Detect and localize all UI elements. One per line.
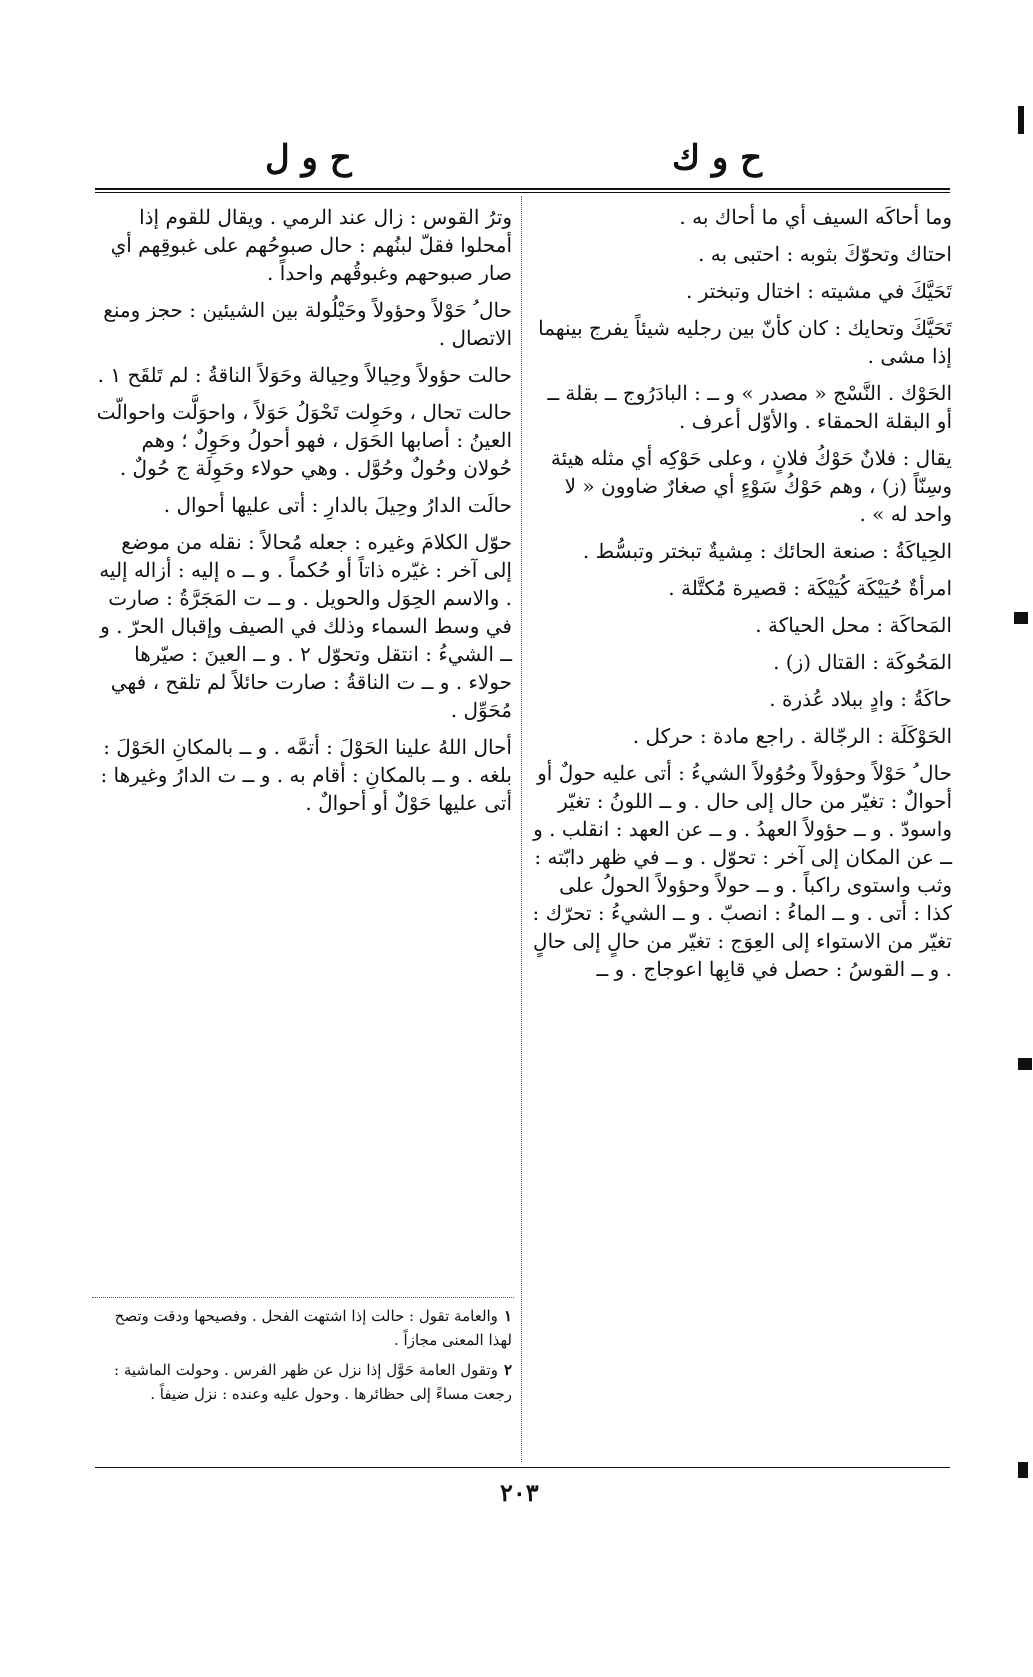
entry <box>92 296 512 352</box>
entry <box>528 648 952 676</box>
header-root-left: ح و ل <box>265 138 352 178</box>
header-root-right: ح و ك <box>672 138 763 178</box>
entry <box>92 528 512 724</box>
footnote-text: وتقول العامة حَوَّل إذا نزل عن ظهر الفرس . وحولت الماشية : رجعت مساءً إلى حظائرها . وحول عليه وعنده : نزل ضيفاً . <box>114 1361 512 1403</box>
left-column <box>92 203 512 826</box>
entry-text: حوّل الكلامَ وغيره : جعله مُحالاً : نقله من موضع إلى آخر : غيّره ذاتاً أو حُكماً . و ــ ه إليه : أزاله إليه . والاسم الحِوَل والحويل . و ــ ت المَجَرَّةُ : صارت في وسط السماء وذلك في الصيف وإقبال الحرّ . و ــ الشيءُ : انتقل وتحوّل ٢ . و ــ العينَ : صيّرها حولاء . و ــ ت الناقةُ : صارت حائلاً لم تلقح ، فهي مُحَوِّل . <box>99 530 512 722</box>
entry-text: الحَوْكَلَة : الرجّالة . راجع مادة : حركل . <box>632 724 952 748</box>
entry <box>92 398 512 482</box>
footer-rule <box>95 1467 950 1468</box>
entry-text: المَحاكَة : محل الحياكة . <box>755 613 952 637</box>
footnote <box>92 1304 512 1352</box>
entry-text: حال ُ حَوْلاً وحؤولاً وحَيْلُولة بين الشيئين : حجز ومنع الاتصال . <box>103 298 512 350</box>
entry <box>528 574 952 602</box>
footnote-rule <box>92 1297 514 1298</box>
footnotes <box>92 1304 512 1412</box>
entry-text: يقال : فلانٌ حَوْكُ فلانٍ ، وعلى حَوْكِه أي مثله هيئة وسِنّاً (ز) ، وهم حَوْكُ سَوْءٍ أي صغارٌ ضاوون « لا واحد له » . <box>550 446 952 526</box>
header-rule <box>95 188 950 190</box>
header-rule-thin <box>95 192 950 193</box>
entry <box>92 733 512 817</box>
entry <box>528 537 952 565</box>
entry <box>528 314 952 370</box>
entry-text: حالت حؤولاً وحِيالاً وحِيالة وحَوَلاً الناقةُ : لم تَلقَح ١ . <box>97 363 512 387</box>
footnote-text: والعامة تقول : حالت إذا اشتهت الفحل . وفصيحها ودقت وتصح لهذا المعنى مجازاً . <box>114 1307 512 1349</box>
footnote-number: ١ <box>503 1307 512 1325</box>
entry <box>528 685 952 713</box>
entry <box>92 491 512 519</box>
entry <box>92 361 512 389</box>
entry-text: الحَوْك . النَّسْج « مصدر » و ــ : البادَرُوج ــ بقلة ــ أو البقلة الحمقاء . والأوّل أعرف . <box>547 381 952 433</box>
entry-text: الحِياكَةُ : صنعة الحائك : مِشيةٌ تبختر وتبسُّط . <box>582 539 952 563</box>
entry-text: احتاك وتحوّكَ بثوبه : احتبى به . <box>698 242 952 266</box>
entry-text: تَحَيَّكَ في مشيته : اختال وتبختر . <box>685 279 952 303</box>
edge-mark <box>1018 1462 1028 1478</box>
entry-text: حالَت الدارُ وحِيلَ بالدارِ : أتى عليها أحوال . <box>163 493 512 517</box>
entry <box>528 277 952 305</box>
entry-text: حال ُ حَوْلاً وحؤولاً وحُوُولاً الشيءُ : أتى عليه حولٌ أو أحوالٌ : تغيّر من حال إلى حال . و ــ اللونُ : تغيّر واسودّ . و ــ حؤولاً العهدُ . و ــ عن العهد : انقلب . و ــ عن المكان إلى آخر : تحوّل . و ــ في ظهر دابّته : وثب واستوى راكباً . و ــ حولاً وحؤولاً الحولُ على كذا : أتى . و ــ الماءُ : انصبّ . و ــ الشيءُ : تحرّك : تغيّر من الاستواء إلى العِوَج : تغيّر من حالٍ إلى حالٍ . و ــ القوسُ : حصل في قابِها اعوجاج . و ــ <box>532 761 952 981</box>
column-separator <box>521 196 522 1462</box>
entry <box>92 203 512 287</box>
entry <box>528 240 952 268</box>
right-column <box>528 203 952 992</box>
entry <box>528 444 952 528</box>
edge-mark <box>1014 612 1028 624</box>
edge-mark <box>1018 1058 1032 1070</box>
entry-text: امرأةٌ حُيَيْكَة كُيَيْكَة : قصيرة مُكتَّلة . <box>668 576 952 600</box>
entry <box>528 759 952 983</box>
entry-text: وما أحاكَه السيف أي ما أحاك به . <box>679 205 952 229</box>
entry-text: أحال اللهُ علينا الحَوْلَ : أتمَّه . و ــ بالمكانِ الحَوْلَ : بلغه . و ــ بالمكانِ : أقام به . و ــ ت الدارُ وغيرها : أتى عليها حَوْلٌ أو أحوالٌ . <box>100 735 512 815</box>
entry <box>528 611 952 639</box>
page-number: ٢٠٣ <box>500 1478 539 1507</box>
footnote <box>92 1358 512 1406</box>
entry-text: تَحَيَّكَ وتحايك : كان كأنّ بين رجليه شيئاً يفرج بينهما إذا مشى . <box>538 316 952 368</box>
entry-text: المَحُوكَة : القتال (ز) . <box>773 650 952 674</box>
entry <box>528 203 952 231</box>
entry-text: حاكَةُ : وادٍ ببلاد عُذرة . <box>769 687 952 711</box>
entry-text: وترُ القوس : زال عند الرمي . ويقال للقوم إذا أمحلوا فقلّ لبنُهم : حال صبوحُهم على غبوقِهم أي صار صبوحهم وغبوقُهم واحداً . <box>110 205 512 285</box>
footnote-number: ٢ <box>503 1361 512 1379</box>
edge-mark <box>1018 106 1024 134</box>
entry-text: حالت تحال ، وحَوِلت تَحْوَلُ حَوَلاً ، واحوَلَّت واحوالّت العينُ : أصابها الحَوَل ، فهو أحولُ وحَوِلٌ ؛ وهم حُولان وحُولٌ وحُوَّل . وهي حولاء وحَوِلَة ج حُولٌ . <box>96 400 512 480</box>
entry <box>528 722 952 750</box>
entry <box>528 379 952 435</box>
